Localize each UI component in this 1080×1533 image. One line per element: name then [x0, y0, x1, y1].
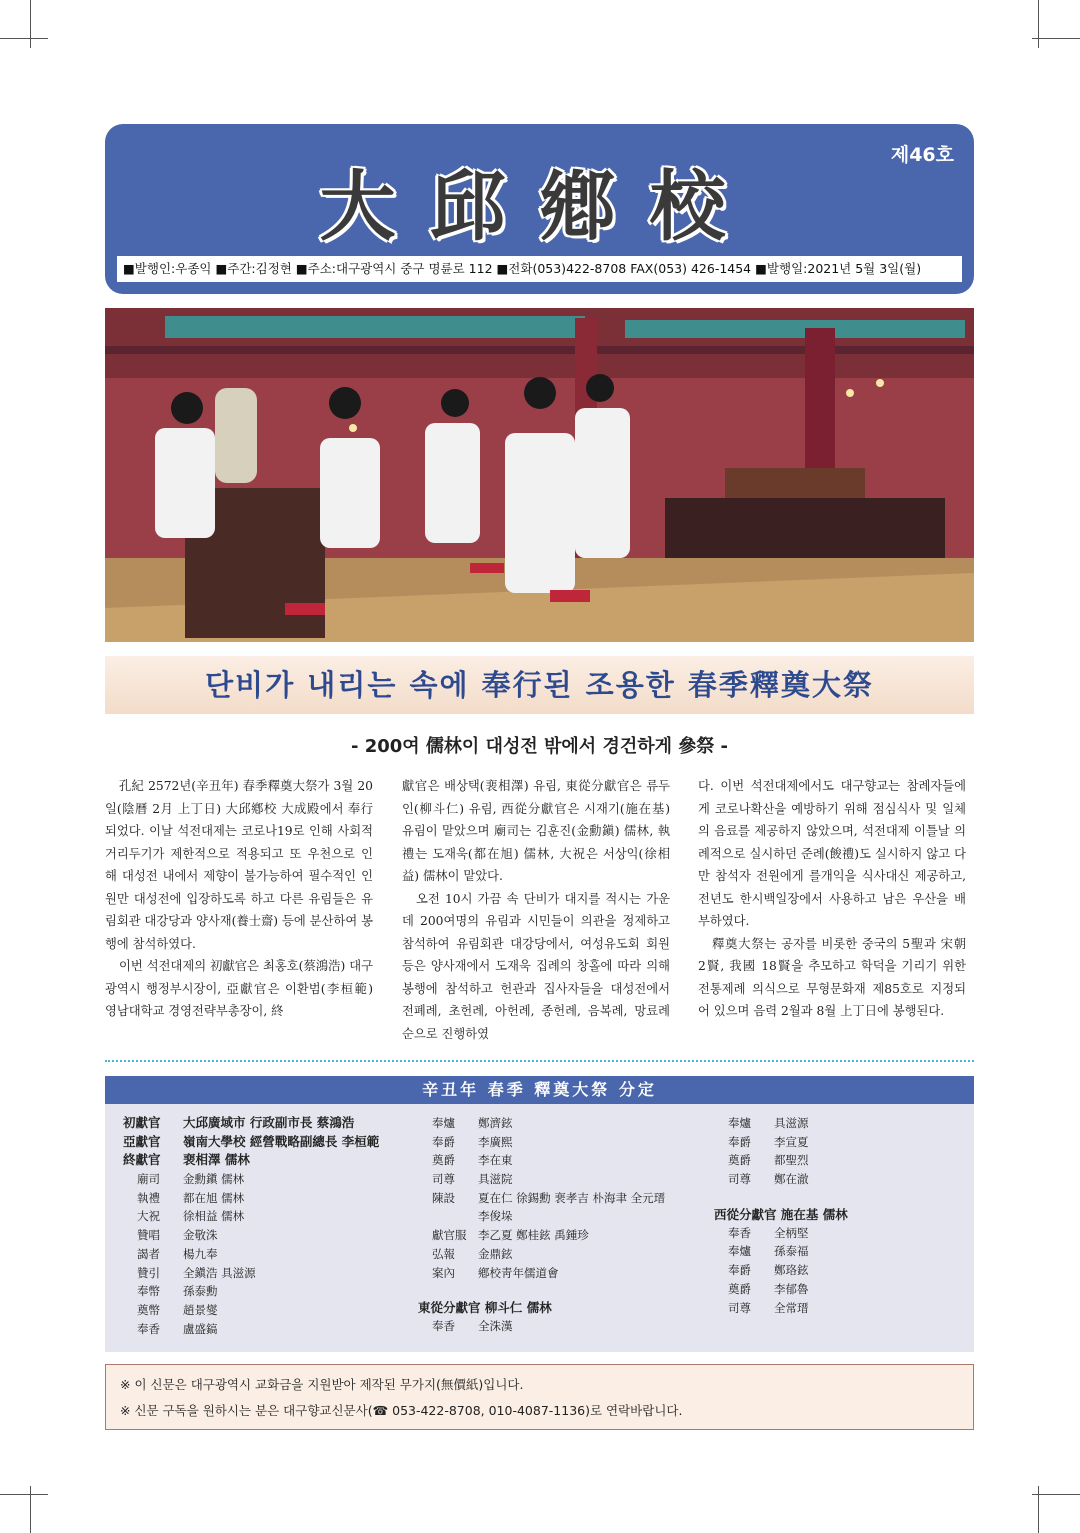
notice-line: ※ 신문 구독을 원하시는 분은 대구향교신문사(☎ 053-422-8708, 010-4087-1136)로 연락바랍니다. — [120, 1403, 683, 1418]
roster-row — [123, 1226, 379, 1245]
subheadline: - 200여 儒林이 대성전 밖에서 경건하게 參祭 - — [350, 736, 729, 757]
notice-box — [105, 1364, 974, 1430]
roster-row — [418, 1207, 665, 1226]
roster-role: 奠幣 — [137, 1302, 160, 1317]
roster-role: 奠爵 — [432, 1153, 455, 1168]
roster-row — [714, 1280, 848, 1299]
roster-name: 全柄堅 — [774, 1225, 809, 1240]
notice-line: ※ 이 신문은 대구광역시 교화금을 지원받아 제작된 무가지(無價紙)입니다. — [120, 1377, 524, 1392]
roster-role: 獻官服 — [432, 1228, 467, 1243]
article-column-2 — [402, 775, 670, 1045]
roster-row — [123, 1301, 379, 1320]
crop-mark — [30, 0, 31, 48]
roster-row — [123, 1264, 379, 1283]
roster-role: 謁者 — [137, 1246, 160, 1261]
roster-row — [714, 1224, 848, 1243]
roster-role: 陳設 — [432, 1190, 455, 1205]
roster-name: 孫泰福 — [774, 1244, 809, 1259]
roster-name: 李俊垛 — [478, 1209, 513, 1224]
masthead — [105, 124, 974, 294]
roster-row — [418, 1170, 665, 1189]
roster-row — [714, 1133, 848, 1152]
roster-name: 李宣夏 — [774, 1134, 809, 1149]
roster-name: 金敬洙 — [183, 1228, 218, 1243]
roster-role: 弘報 — [432, 1246, 455, 1261]
roster-role: 奉爐 — [728, 1116, 751, 1130]
roster-role: 贊引 — [137, 1265, 160, 1280]
roster-row — [123, 1151, 379, 1170]
article-paragraph: 孔紀 2572년(辛丑年) 春季釋奠大祭가 3월 20일(陰曆 2月 上丁日) 大邱鄕校 大成殿에서 奉行되었다. 이날 석전대제는 코로나19로 인해 사회적 거리두기가 제한적으로 적용되고 또 우천으로 인해 대성전 내에서 제향이 불가능하여 필수적인 인원만 대성전에 입장하도록 하고 다른 유림들은 유림회관 대강당과 양사재(養士齋) 등에 분산하여 봉행에 참석하였다. — [105, 779, 373, 951]
roster-row — [714, 1261, 848, 1280]
publication-info: ■발행인:우종익 ■주간:김정현 ■주소:대구광역시 중구 명륜로 112 ■전화(053)422-8708 FAX(053) 426-1454 ■발행일:2021년 5월 3일(월) — [117, 256, 962, 282]
roster-row — [714, 1170, 848, 1189]
roster-row — [123, 1170, 379, 1189]
article-paragraph: 오전 10시 가끔 속 단비가 대지를 적시는 가운데 200여명의 유림과 시민들이 의관을 정제하고 참석하여 유림회관 대강당에서, 여성유도회 회원 등은 양사재에서 도재욱 집례의 창홀에 따라 의해 봉행에 참석하고 헌관과 집사자들을 대성전에서 전폐례, 초헌례, 아헌례, 종헌례, 음복례, 망료례 순으로 진행하였 — [402, 891, 670, 1041]
roster-row — [123, 1133, 379, 1152]
crop-mark — [1032, 1494, 1080, 1495]
roster-role: 奉香 — [432, 1319, 455, 1334]
roster-title: 辛丑年 春季 釋奠大祭 分定 — [105, 1076, 974, 1104]
roster-role: 司尊 — [728, 1300, 751, 1315]
article-column-3 — [698, 775, 966, 1023]
roster-name: 裵相澤 儒林 — [183, 1152, 250, 1168]
roster-role: 奉幣 — [137, 1284, 160, 1299]
roster-role: 終獻官 — [123, 1152, 161, 1168]
roster-column-2 — [418, 1114, 665, 1336]
roster-name: 李在東 — [478, 1153, 513, 1168]
headline — [105, 656, 974, 714]
roster-name: 都在旭 儒林 — [183, 1190, 245, 1205]
roster-role: 司尊 — [728, 1172, 751, 1187]
roster-row — [418, 1189, 665, 1208]
roster-name: 鄭在澈 — [774, 1172, 809, 1187]
roster-role: 奠爵 — [728, 1281, 751, 1296]
roster-role: 奠爵 — [728, 1153, 751, 1168]
roster-role: 初獻官 — [123, 1115, 161, 1130]
roster-role: 奉爵 — [728, 1134, 751, 1149]
roster-name: 金鼎鉉 — [478, 1246, 513, 1261]
roster-column-1 — [123, 1114, 379, 1338]
roster-row — [418, 1317, 665, 1336]
roster-column-3 — [714, 1114, 848, 1317]
roster-row — [714, 1114, 848, 1133]
roster-row — [418, 1133, 665, 1152]
roster-name: 鄭濟鉉 — [478, 1116, 513, 1130]
roster-row — [418, 1245, 665, 1264]
roster-name: 具滋院 — [478, 1172, 513, 1187]
roster-name: 夏在仁 徐錫勳 裵孝吉 朴海聿 全元瑨 — [478, 1190, 666, 1205]
roster-role: 廟司 — [137, 1172, 160, 1187]
roster-row — [123, 1114, 379, 1133]
crop-mark — [0, 38, 48, 39]
ceremony-photo — [105, 308, 974, 642]
roster-row — [418, 1151, 665, 1170]
article-paragraph: 다. 이번 석전대제에서도 대구향교는 참례자들에게 코로나확산을 예방하기 위해 점심식사 및 일체의 음료를 제공하지 않았으며, 석전대제 이틀날 의례적으로 실시하던 준례(餕禮)도 실시하지 않고 다만 참석자 전원에게 를개익을 식사대신 제공하고, 전년도 한시백일장에서 사용하고 남은 우산을 배부하였다. — [698, 779, 966, 928]
roster-row — [418, 1226, 665, 1245]
section-divider — [105, 1060, 974, 1062]
roster-role: 贊唱 — [137, 1228, 160, 1243]
roster-name: 具滋源 — [774, 1116, 809, 1130]
roster-subtitle: 西從分獻官 施在基 儒林 — [714, 1206, 848, 1222]
roster-row — [123, 1320, 379, 1339]
article-paragraph: 이번 석전대제의 初獻官은 최홍호(蔡鴻浩) 대구광역시 행정부시장이, 亞獻官은 이환범(李桓範) 영남대학교 경영전략부총장이, 終 — [105, 959, 373, 1018]
crop-mark — [1038, 0, 1039, 48]
roster-row — [714, 1242, 848, 1261]
roster-role: 奉爐 — [432, 1116, 455, 1130]
roster-role: 司尊 — [432, 1172, 455, 1187]
roster-row — [714, 1151, 848, 1170]
roster-role: 亞獻官 — [123, 1133, 161, 1149]
roster-row — [418, 1114, 665, 1133]
roster-name: 趙景燮 — [183, 1302, 218, 1317]
headline-text: 단비가 내리는 속에 奉行된 조용한 春季釋奠大祭 — [205, 668, 874, 702]
roster-role: 執禮 — [137, 1190, 160, 1205]
roster-role: 奉香 — [728, 1225, 751, 1240]
roster-name: 全常瑨 — [774, 1300, 809, 1315]
issue-number: 제46호 — [890, 144, 954, 166]
roster-role: 奉爵 — [728, 1263, 751, 1278]
roster-name: 大邱廣域市 行政副市長 蔡鴻浩 — [183, 1115, 355, 1130]
roster-role — [418, 1207, 478, 1226]
article-paragraph: 釋奠大祭는 공자를 비롯한 중국의 5聖과 宋朝 2賢, 我國 18賢을 추모하고 학덕을 기리기 위한 전통제례 의식으로 무형문화재 제85호로 지정되어 있으며 음력 2월과 8월 上丁日에 봉행된다. — [698, 936, 966, 1018]
roster-role: 案內 — [432, 1265, 455, 1280]
roster-name: 全洙漢 — [478, 1319, 513, 1334]
roster-row — [123, 1282, 379, 1301]
crop-mark — [0, 1494, 48, 1495]
roster-name: 李廣熙 — [478, 1134, 513, 1149]
roster-role: 奉爐 — [728, 1244, 751, 1259]
roster-row — [123, 1189, 379, 1208]
article-paragraph: 獻官은 배상택(裵相澤) 유림, 東從分獻官은 류두인(柳斗仁) 유림, 西從分獻官은 시재기(施在基) 유림이 맡았으며 廟司는 김훈진(金勳鎭) 儒林, 執禮는 도재욱(都在旭) 儒林, 大祝은 서상익(徐相益) 儒林이 맡았다. — [402, 779, 670, 883]
roster-name: 全鎭浩 具滋源 — [183, 1265, 256, 1280]
roster-subtitle: 東從分獻官 柳斗仁 儒林 — [418, 1300, 552, 1316]
roster-row — [123, 1207, 379, 1226]
article-column-1 — [105, 775, 373, 1023]
roster-name: 孫泰勳 — [183, 1284, 218, 1299]
roster-name: 盧盛鎬 — [183, 1321, 218, 1336]
roster-name: 李乙夏 鄭桂鉉 禹鍾珍 — [478, 1228, 589, 1243]
roster-name: 金勳鎭 儒林 — [183, 1172, 245, 1187]
roster-row — [123, 1245, 379, 1264]
roster-role: 奉香 — [137, 1321, 160, 1336]
ceremony-photo-illustration — [105, 308, 974, 642]
roster-role: 大祝 — [137, 1209, 160, 1224]
roster-name: 鄭珞鉉 — [774, 1263, 809, 1278]
crop-mark — [1032, 38, 1080, 39]
roster-name: 嶺南大學校 經營戰略副總長 李桓範 — [183, 1133, 380, 1149]
roster-name: 楊九奉 — [183, 1246, 218, 1261]
roster-name: 李郁魯 — [774, 1281, 809, 1296]
ceremony-roster — [105, 1076, 974, 1352]
newspaper-title: 大邱鄕校 — [319, 162, 760, 251]
roster-name: 鄕校靑年儒道會 — [478, 1265, 559, 1280]
roster-name: 都聖烈 — [774, 1153, 809, 1168]
roster-name: 徐相益 儒林 — [183, 1209, 245, 1224]
roster-row — [714, 1299, 848, 1318]
roster-role: 奉爵 — [432, 1134, 455, 1149]
roster-row — [418, 1264, 665, 1283]
